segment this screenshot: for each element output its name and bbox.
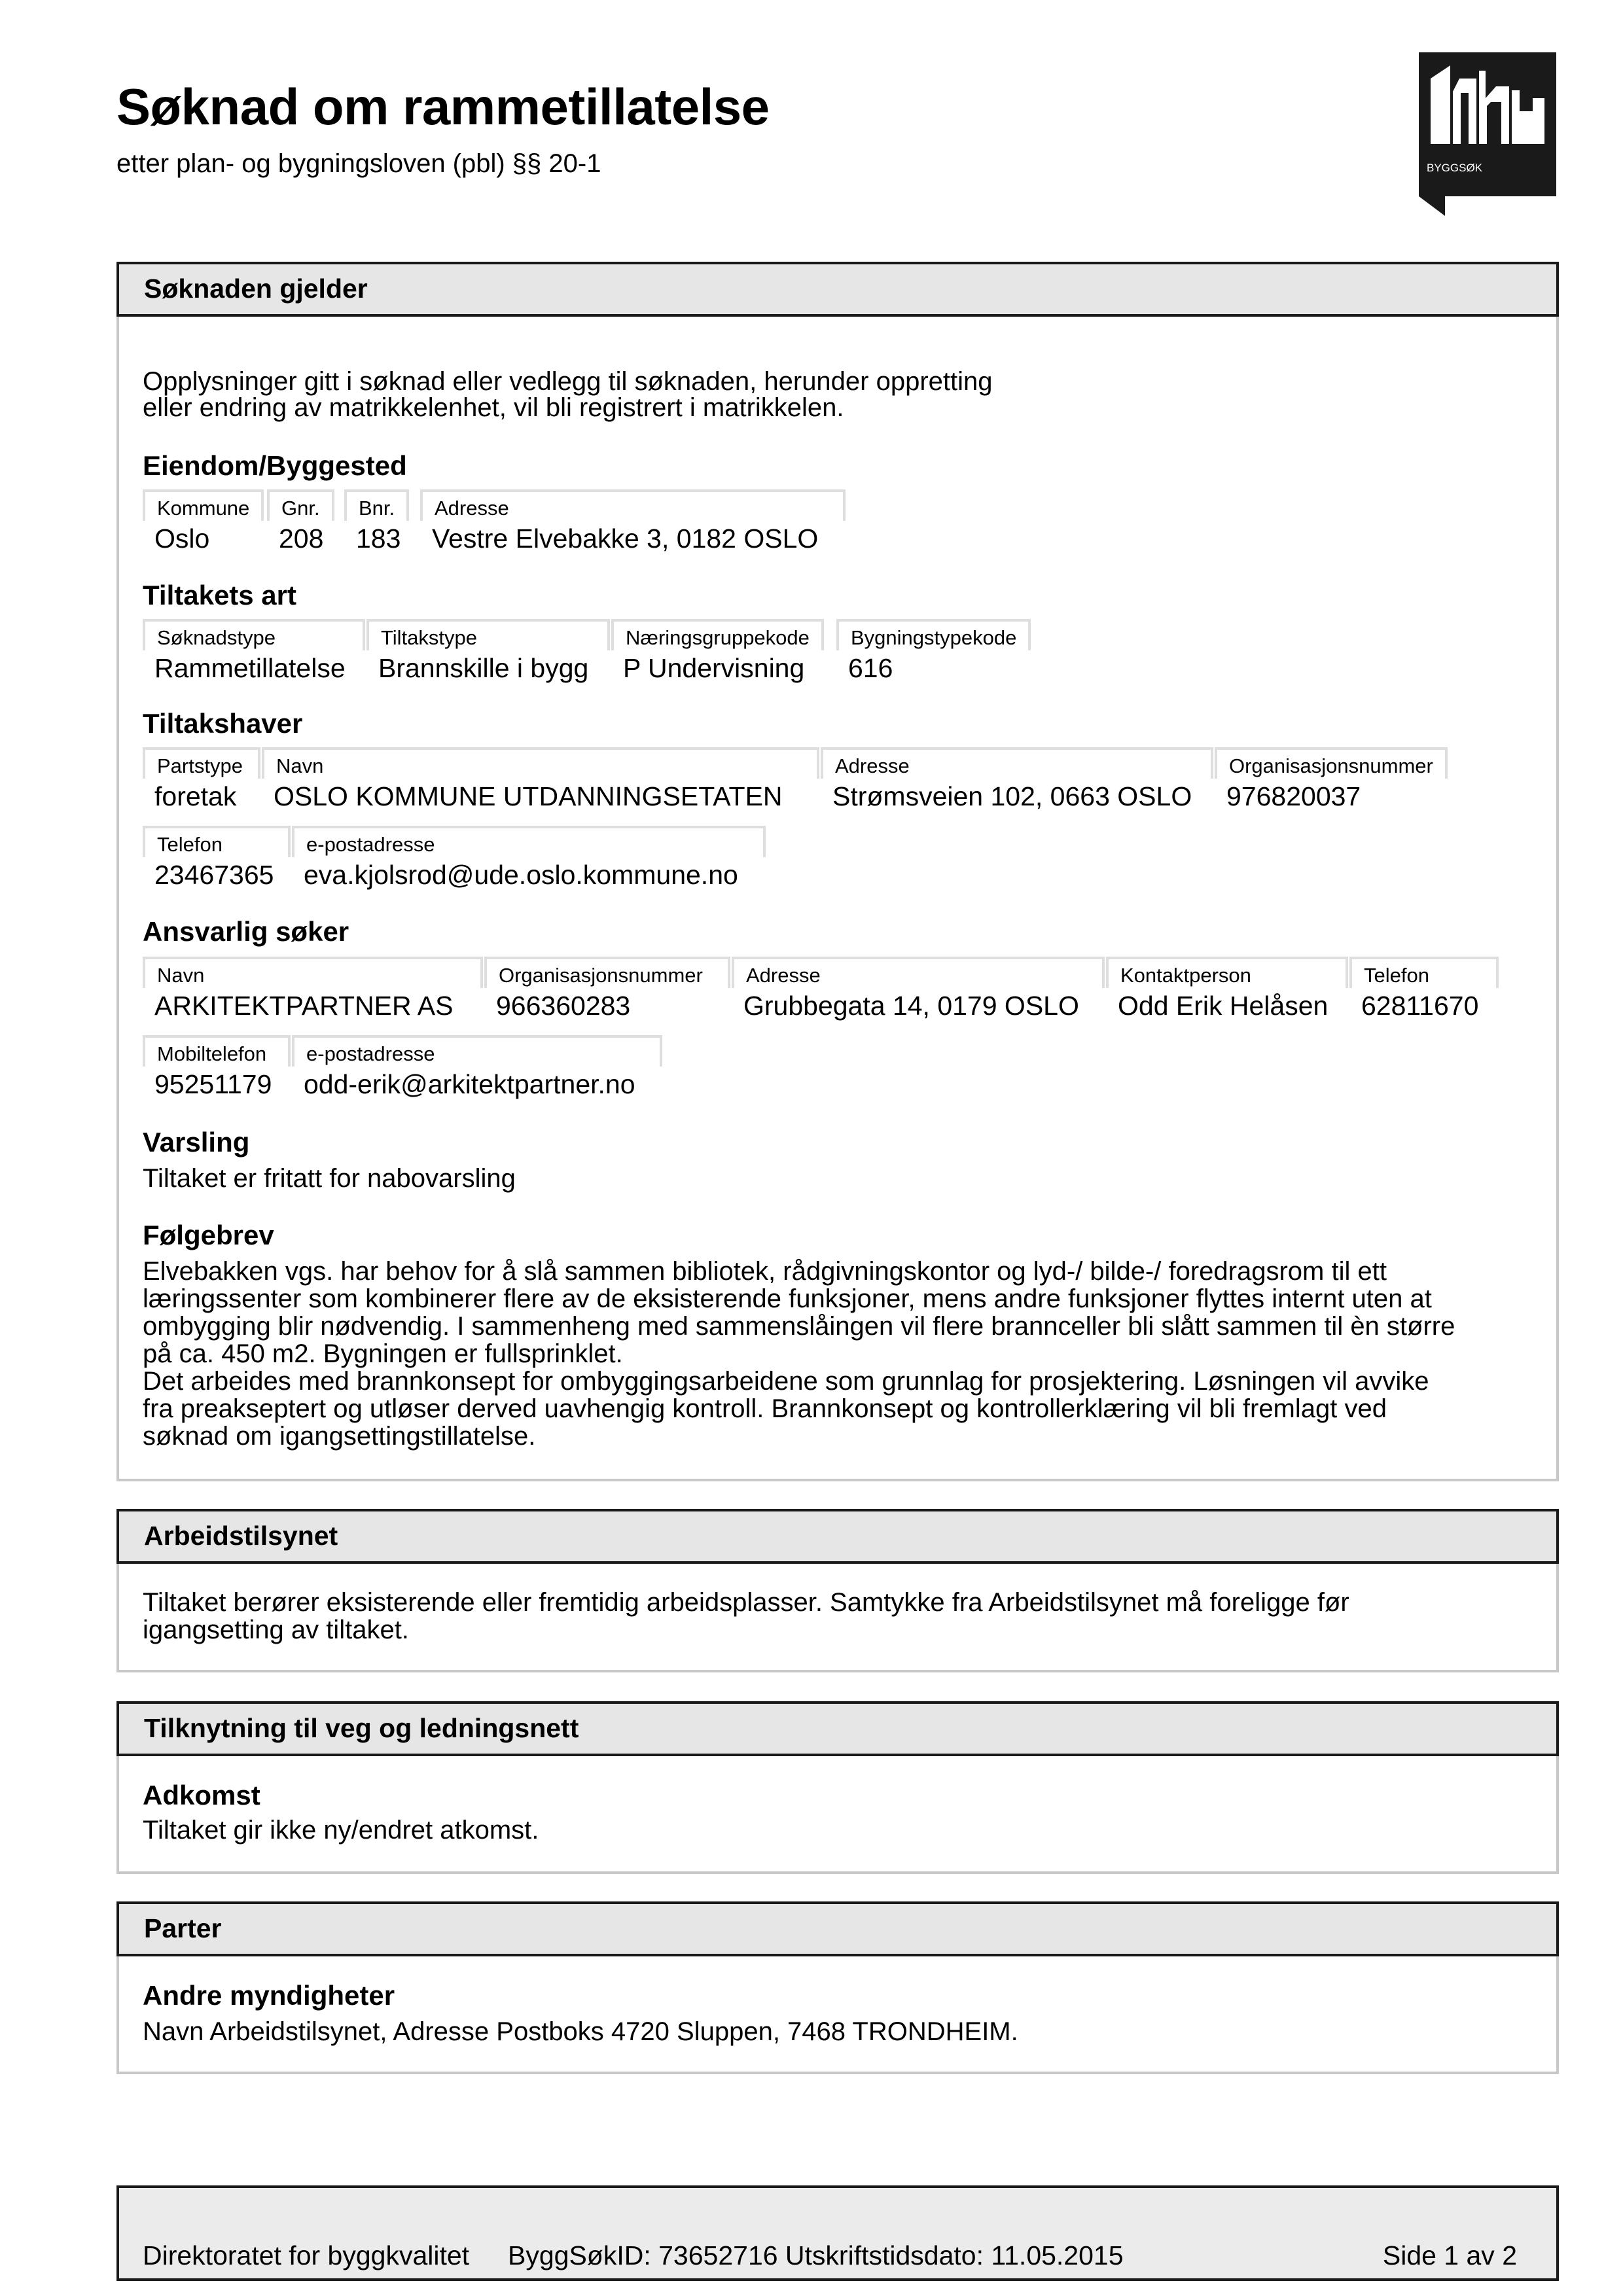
field-kontaktperson: [1106, 957, 1348, 1023]
field-label: Næringsgruppekode: [611, 619, 824, 650]
andre-myndigheter-text: Navn Arbeidstilsynet, Adresse Postboks 4720 Sluppen, 7468 TRONDHEIM.: [143, 2017, 1018, 2046]
field-label: Kommune: [143, 489, 264, 521]
section-heading-parter: Parter: [116, 1901, 1559, 1956]
logo-text: BYGGSØK: [1427, 162, 1483, 174]
intro-text-line2: eller endring av matrikkelenhet, vil bli registrert i matrikkelen.: [143, 393, 844, 422]
field-label: Adresse: [821, 747, 1213, 779]
heading-eiendom: Eiendom/Byggested: [143, 450, 407, 481]
folgebrev-line: ombygging blir nødvendig. I sammenheng med sammenslåingen vil flere brannceller bli slått sammen til èn større: [143, 1312, 1455, 1341]
field-kommune: [143, 489, 264, 556]
field-value: Rammetillatelse: [154, 653, 346, 683]
field-value: Odd Erik Helåsen: [1118, 991, 1329, 1021]
arbeidstilsynet-text-line1: Tiltaket berører eksisterende eller fremtidig arbeidsplasser. Samtykke fra Arbeidstilsynet må foreligge før: [143, 1588, 1349, 1617]
section-heading-soknaden-gjelder: Søknaden gjelder: [116, 262, 1559, 317]
field-value: eva.kjolsrod@ude.oslo.kommune.no: [304, 860, 738, 890]
field-label: Navn: [262, 747, 819, 779]
field-label: Mobiltelefon: [143, 1035, 291, 1067]
field-soknadstype: [143, 619, 365, 686]
heading-folgebrev: Følgebrev: [143, 1220, 274, 1250]
heading-tiltakshaver: Tiltakshaver: [143, 708, 303, 739]
field-value: Vestre Elvebakke 3, 0182 OSLO: [432, 523, 819, 554]
field-value: 95251179: [154, 1069, 272, 1099]
footer-page-number: Side 1 av 2: [1382, 2240, 1517, 2270]
adkomst-text: Tiltaket gir ikke ny/endret atkomst.: [143, 1816, 539, 1845]
field-value: 976820037: [1226, 781, 1361, 811]
field-label: Adresse: [420, 489, 846, 521]
heading-varsling: Varsling: [143, 1127, 250, 1157]
field-label: Tiltakstype: [366, 619, 610, 650]
varsling-text: Tiltaket er fritatt for nabovarsling: [143, 1164, 516, 1193]
field-value: 62811670: [1361, 991, 1479, 1021]
footer-id-date: ByggSøkID: 73652716 Utskriftstidsdato: 11.05.2015: [508, 2240, 1124, 2270]
field-label: Telefon: [1349, 957, 1499, 988]
folgebrev-line: Det arbeides med brannkonsept for ombyggingsarbeidene som grunnlag for prosjektering. Løsningen vil avvike: [143, 1367, 1429, 1396]
field-value: Brannskille i bygg: [378, 653, 589, 683]
field-bygningstypekode: [836, 619, 1031, 686]
byggsok-logo-icon: [1419, 52, 1556, 221]
folgebrev-line: Elvebakken vgs. har behov for å slå sammen bibliotek, rådgivningskontor og lyd-/ bilde-/ foredragsrom til ett: [143, 1257, 1387, 1286]
section-heading-tilknytning: Tilknytning til veg og ledningsnett: [116, 1701, 1559, 1756]
section-heading-arbeidstilsynet: Arbeidstilsynet: [116, 1509, 1559, 1564]
field-telefon-tiltakshaver: [143, 826, 291, 892]
field-value: Oslo: [154, 523, 210, 554]
folgebrev-line: på ca. 450 m2. Bygningen er fullsprinklet.: [143, 1339, 623, 1368]
field-value: 616: [848, 653, 893, 683]
field-value: odd-erik@arkitektpartner.no: [304, 1069, 635, 1099]
field-label: Bygningstypekode: [836, 619, 1031, 650]
field-label: Gnr.: [267, 489, 334, 521]
field-adresse-tiltakshaver: [821, 747, 1213, 814]
field-epost-tiltakshaver: [292, 826, 766, 892]
heading-tiltakets-art: Tiltakets art: [143, 580, 296, 610]
folgebrev-line: fra preakseptert og utløser derved uavhengig kontroll. Brannkonsept og kontrollerklæring vil bli fremlagt ved: [143, 1394, 1387, 1423]
field-label: Adresse: [732, 957, 1105, 988]
field-epost-soker: [292, 1035, 662, 1102]
field-value: Grubbegata 14, 0179 OSLO: [743, 991, 1079, 1021]
heading-adkomst: Adkomst: [143, 1780, 260, 1810]
field-value: Strømsveien 102, 0663 OSLO: [832, 781, 1192, 811]
heading-ansvarlig-soker: Ansvarlig søker: [143, 916, 349, 947]
field-label: e-postadresse: [292, 1035, 662, 1067]
field-mobil-soker: [143, 1035, 291, 1102]
arbeidstilsynet-text-line2: igangsetting av tiltaket.: [143, 1616, 409, 1644]
field-value: 183: [356, 523, 401, 554]
field-navn-tiltakshaver: [262, 747, 819, 814]
field-orgnr-soker: [484, 957, 730, 1023]
footer-org: Direktoratet for byggkvalitet: [143, 2240, 470, 2270]
folgebrev-line: læringssenter som kombinerer flere av de eksisterende funksjoner, mens andre funksjoner flyttes internt uten at: [143, 1284, 1432, 1313]
field-label: e-postadresse: [292, 826, 766, 857]
field-value: foretak: [154, 781, 237, 811]
heading-andre-myndigheter: Andre myndigheter: [143, 1980, 395, 2011]
field-label: Organisasjonsnummer: [1215, 747, 1448, 779]
field-value: 23467365: [154, 860, 274, 890]
field-telefon-soker: [1349, 957, 1499, 1023]
field-naeringsgruppekode: [611, 619, 824, 686]
field-partstype: [143, 747, 260, 814]
field-gnr: [267, 489, 334, 556]
intro-text-line1: Opplysninger gitt i søknad eller vedlegg til søknaden, herunder oppretting: [143, 367, 993, 396]
field-value: OSLO KOMMUNE UTDANNINGSETATEN: [274, 781, 783, 811]
field-bnr: [344, 489, 409, 556]
field-label: Partstype: [143, 747, 260, 779]
field-label: Telefon: [143, 826, 291, 857]
field-adresse-eiendom: [420, 489, 846, 556]
field-adresse-soker: [732, 957, 1105, 1023]
folgebrev-line: søknad om igangsettingstillatelse.: [143, 1422, 536, 1451]
document-subtitle: etter plan- og bygningsloven (pbl) §§ 20-1: [116, 149, 601, 178]
field-label: Bnr.: [344, 489, 409, 521]
field-value: 966360283: [496, 991, 631, 1021]
field-tiltakstype: [366, 619, 610, 686]
field-navn-soker: [143, 957, 483, 1023]
field-label: Organisasjonsnummer: [484, 957, 730, 988]
document-title: Søknad om rammetillatelse: [116, 78, 770, 135]
page-footer: [116, 2185, 1559, 2281]
field-label: Navn: [143, 957, 483, 988]
field-label: Søknadstype: [143, 619, 365, 650]
field-label: Kontaktperson: [1106, 957, 1348, 988]
field-orgnr-tiltakshaver: [1215, 747, 1448, 814]
field-value: 208: [279, 523, 324, 554]
field-value: P Undervisning: [623, 653, 805, 683]
field-value: ARKITEKTPARTNER AS: [154, 991, 454, 1021]
